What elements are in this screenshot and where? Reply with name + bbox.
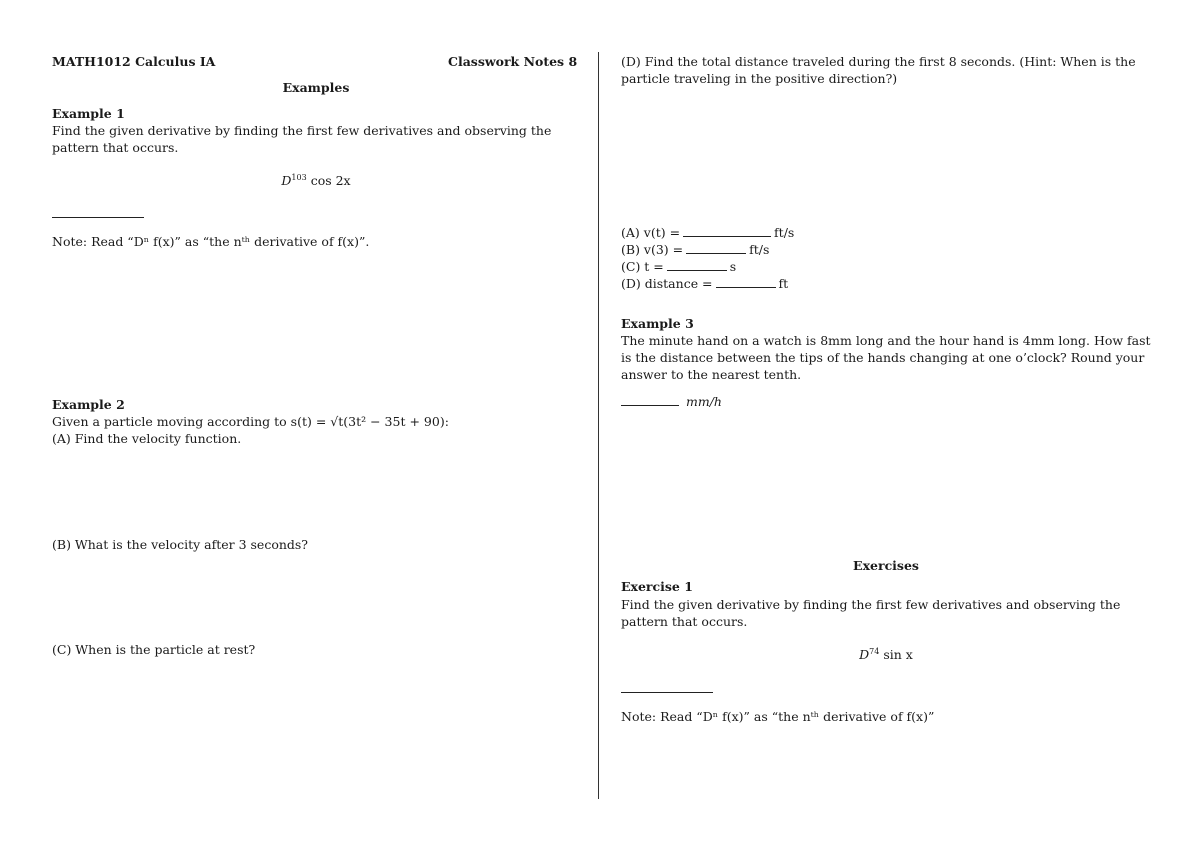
exercise1-expr-base: D xyxy=(859,647,870,662)
exercise1-note: Note: Read “Dⁿ f(x)” as “the nᵗʰ derivative of f(x)” xyxy=(621,709,935,724)
exercise1-expr-exp: 74 xyxy=(869,646,880,656)
answer-c-unit: s xyxy=(729,259,737,274)
answer-d xyxy=(621,275,794,292)
example3-answer xyxy=(621,393,722,410)
answer-b-blank[interactable] xyxy=(686,242,746,254)
example3-title: Example 3 xyxy=(621,316,694,331)
example2-part-c: (C) When is the particle at rest? xyxy=(52,642,256,657)
answer-b-label: (B) v(3) = xyxy=(621,242,684,257)
example2-part-a: (A) Find the velocity function. xyxy=(52,431,242,446)
column-divider xyxy=(598,52,599,799)
footnote-rule xyxy=(52,217,144,218)
answer-d-label: (D) distance = xyxy=(621,276,713,291)
section-heading-exercises: Exercises xyxy=(853,558,919,573)
example1-expr-exp: 103 xyxy=(291,172,307,182)
section-heading-examples: Examples xyxy=(282,80,350,95)
example2-title: Example 2 xyxy=(52,397,125,412)
notes-title: Classwork Notes 8 xyxy=(448,54,578,69)
example2-part-d: (D) Find the total distance traveled during the first 8 seconds. (Hint: When is the particle traveling in the positive direction?) xyxy=(621,54,1136,86)
answer-d-blank[interactable] xyxy=(716,276,776,288)
example2-intro: Given a particle moving according to s(t) = √t(3t² − 35t + 90): xyxy=(52,414,449,429)
answer-a-blank[interactable] xyxy=(683,225,771,237)
exercise1-expression xyxy=(621,646,1151,663)
answer-c xyxy=(621,258,794,275)
exercise1-text: Find the given derivative by finding the first few derivatives and observing the pattern that occurs. xyxy=(621,597,1121,629)
answer-a xyxy=(621,224,794,241)
answer-a-label: (A) v(t) = xyxy=(621,225,681,240)
example1-note: Note: Read “Dⁿ f(x)” as “the nᵗʰ derivative of f(x)”. xyxy=(52,234,370,249)
exercise1-expr-tail: sin x xyxy=(883,647,913,662)
example1-expr-base: D xyxy=(281,173,292,188)
example2-part-b: (B) What is the velocity after 3 seconds? xyxy=(52,537,309,552)
exercise-footnote-rule xyxy=(621,692,713,693)
example3-text: The minute hand on a watch is 8mm long and the hour hand is 4mm long. How fast is the distance between the tips of the hands changing at one o’clock? Round your answer to the nearest tenth. xyxy=(621,333,1151,382)
example1-expression xyxy=(52,172,580,189)
answers-list xyxy=(621,224,794,292)
course-title: MATH1012 Calculus IA xyxy=(52,54,216,69)
example1-expr-tail: cos 2x xyxy=(310,173,351,188)
answer-b-unit: ft/s xyxy=(749,242,770,257)
exercise1-title: Exercise 1 xyxy=(621,579,693,594)
answer-a-unit: ft/s xyxy=(774,225,795,240)
answer-c-label: (C) t = xyxy=(621,259,664,274)
answer-c-blank[interactable] xyxy=(667,259,727,271)
example3-unit: mm/h xyxy=(685,394,722,409)
example1-text: Find the given derivative by finding the first few derivatives and observing the pattern that occurs. xyxy=(52,123,552,155)
answer-b xyxy=(621,241,794,258)
example1-title: Example 1 xyxy=(52,106,125,121)
answer-d-unit: ft xyxy=(778,276,789,291)
example3-answer-blank[interactable] xyxy=(621,394,679,406)
